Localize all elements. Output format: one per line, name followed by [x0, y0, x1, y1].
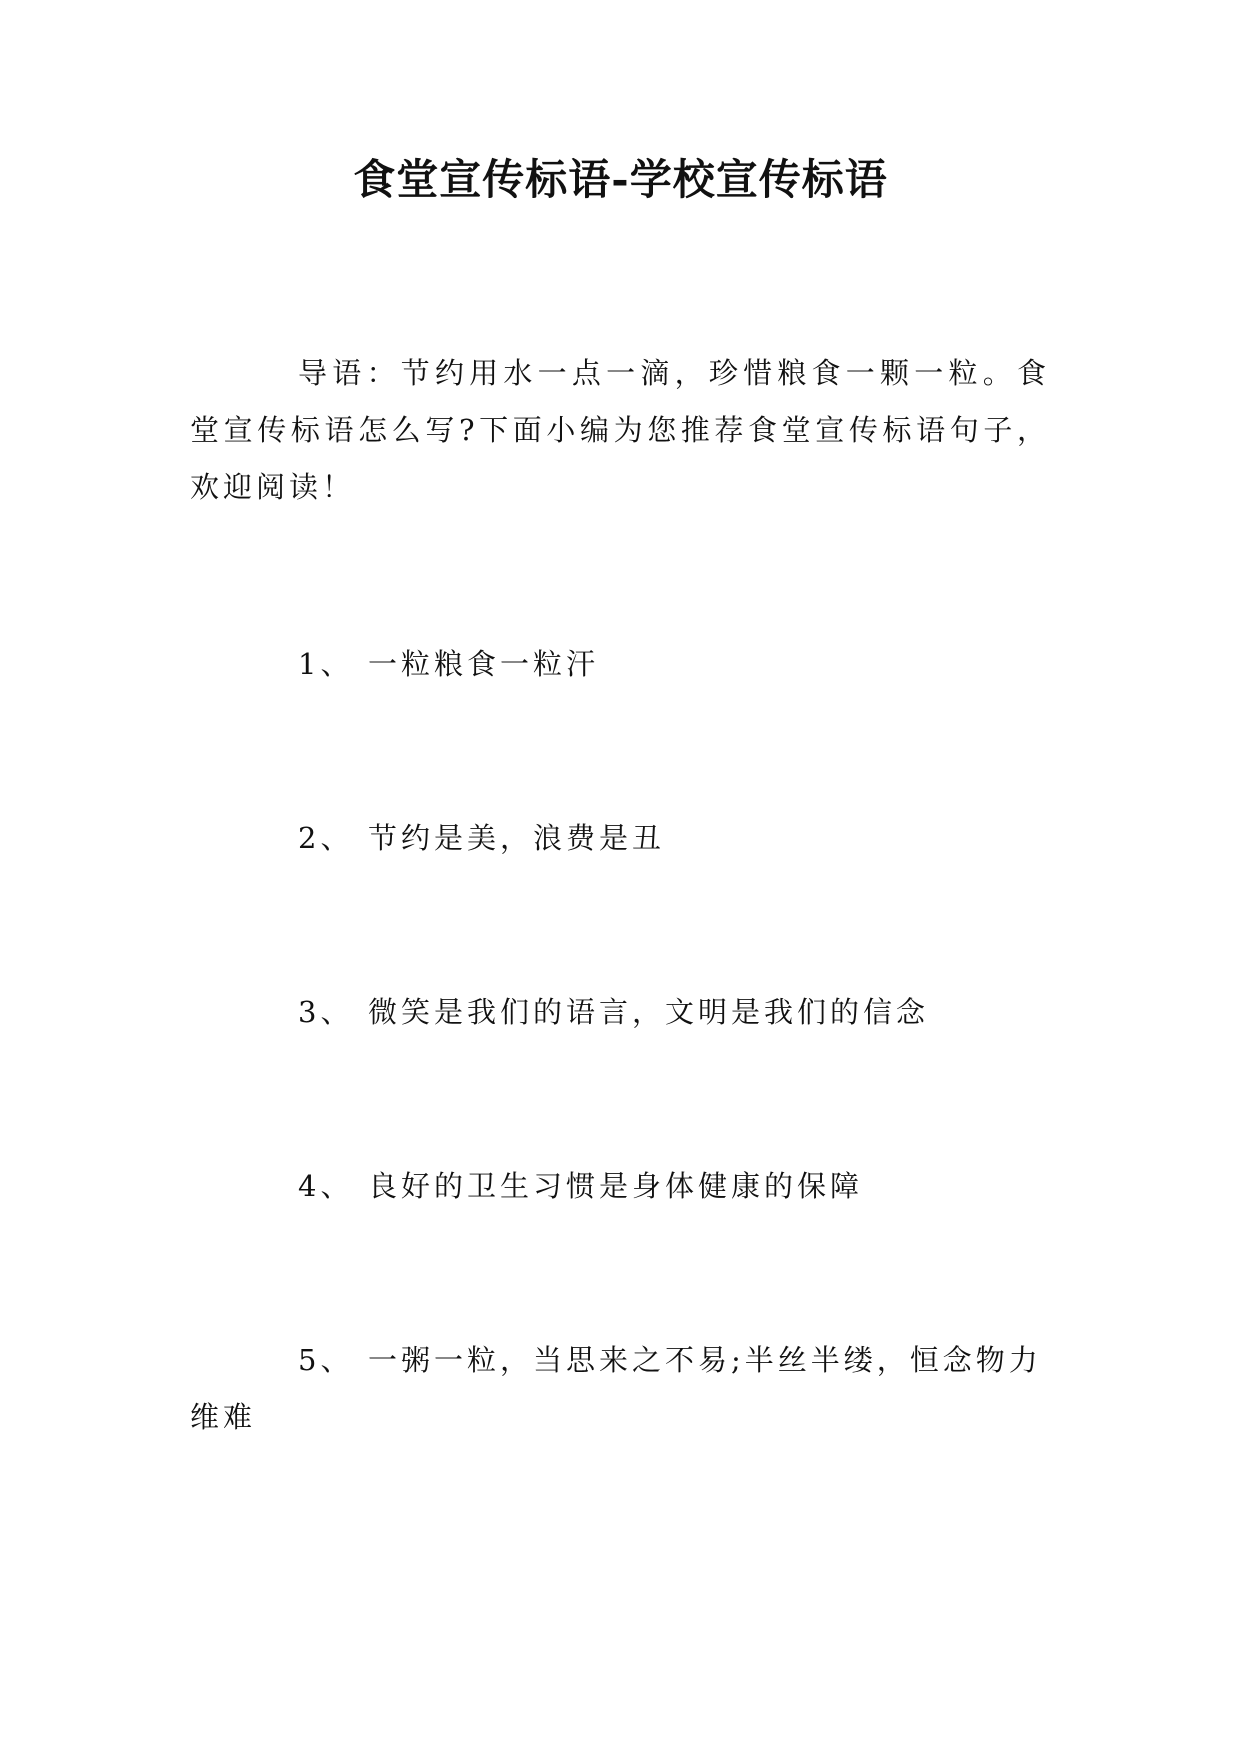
slogan-number: 3、 — [298, 995, 354, 1029]
slogan-number: 1、 — [298, 647, 354, 681]
slogan-item-4 — [190, 1158, 1050, 1215]
slogan-text: 良好的卫生习惯是身体健康的保障 — [368, 1169, 864, 1203]
slogan-text: 一粒粮食一粒汗 — [368, 647, 600, 681]
slogan-item-1 — [190, 636, 1050, 693]
slogan-item-5 — [190, 1332, 1050, 1446]
slogan-text: 一粥一粒，当思来之不易;半丝半缕，恒念物力维难 — [190, 1343, 1042, 1434]
slogan-text: 微笑是我们的语言，文明是我们的信念 — [368, 995, 930, 1029]
slogan-number: 4、 — [298, 1169, 354, 1203]
slogan-number: 5、 — [298, 1343, 354, 1377]
document-title: 食堂宣传标语-学校宣传标语 — [353, 155, 888, 204]
slogan-item-3 — [190, 984, 1050, 1041]
slogan-number: 2、 — [298, 821, 354, 855]
slogan-text: 节约是美，浪费是丑 — [368, 821, 666, 855]
slogan-item-2 — [190, 810, 1050, 867]
intro-paragraph: 导语：节约用水一点一滴，珍惜粮食一颗一粒。食堂宣传标语怎么写?下面小编为您推荐食堂宣传标语句子，欢迎阅读！ — [190, 356, 1050, 504]
